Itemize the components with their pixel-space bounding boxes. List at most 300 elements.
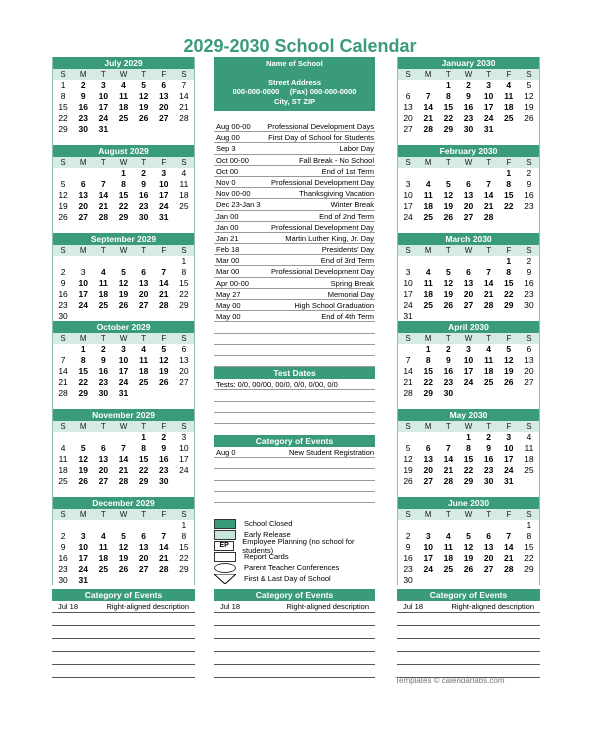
day-cell: 14 <box>403 366 413 376</box>
day-cell: 21 <box>58 377 68 387</box>
day-cell: 9 <box>60 542 66 552</box>
day-cell: 7 <box>100 179 106 189</box>
day-cell: 20 <box>138 553 149 563</box>
weekday-label: F <box>506 246 512 255</box>
weekday-label: T <box>141 246 147 255</box>
day-cell: 22 <box>504 289 514 299</box>
day-cell: 2 <box>161 432 167 442</box>
school-info-box <box>214 57 375 111</box>
blank-line <box>214 356 375 367</box>
event-title: High School Graduation <box>294 301 374 310</box>
day-cell: 7 <box>161 531 167 541</box>
day-cell: 25 <box>524 465 534 475</box>
month-december-2029 <box>52 497 195 585</box>
day-cell: 29 <box>524 564 534 574</box>
day-cell: 18 <box>58 465 68 475</box>
day-cell: 30 <box>524 300 534 310</box>
day-cell: 4 <box>121 80 126 90</box>
day-cell: 27 <box>78 212 88 222</box>
weekday-label: S <box>60 510 66 519</box>
day-cell: 16 <box>463 102 474 112</box>
weekday-label: M <box>424 422 432 431</box>
category-date: Jul 18 <box>403 602 424 611</box>
weekday-header <box>53 69 194 80</box>
empty-cell <box>499 520 519 531</box>
month-title: December 2029 <box>53 497 194 509</box>
empty-cell <box>479 520 499 531</box>
weekday-header <box>398 157 539 168</box>
day-cell: 5 <box>80 443 86 453</box>
weekday-label: T <box>100 510 106 519</box>
school-street: Street Address <box>267 77 322 87</box>
empty-cell <box>418 432 438 443</box>
day-cell: 21 <box>179 102 189 112</box>
day-cell: 22 <box>138 465 149 475</box>
day-cell: 23 <box>138 201 149 211</box>
day-cell: 4 <box>141 344 146 354</box>
day-cell: 13 <box>403 102 413 112</box>
day-cell: 8 <box>506 179 512 189</box>
legend-swatch-icon <box>214 563 236 573</box>
weekday-label: F <box>161 334 167 343</box>
day-cell: 5 <box>121 267 126 277</box>
weekday-label: W <box>464 158 473 167</box>
month-title: August 2029 <box>53 145 194 157</box>
event-row <box>214 121 375 132</box>
day-cell: 14 <box>159 278 169 288</box>
event-date: Aug 00 <box>216 133 240 143</box>
weekday-label: F <box>506 158 512 167</box>
day-cell: 26 <box>443 300 454 310</box>
day-cell: 2 <box>466 80 471 90</box>
weekday-label: T <box>445 246 451 255</box>
day-cell: 27 <box>138 564 149 574</box>
day-cell: 17 <box>78 553 88 563</box>
day-cell: 1 <box>121 168 126 178</box>
day-cell: 7 <box>121 443 126 453</box>
day-cell: 4 <box>506 80 512 90</box>
weekday-label: T <box>445 334 451 343</box>
empty-cell <box>479 168 499 179</box>
event-row <box>214 289 375 300</box>
day-cell: 22 <box>118 201 129 211</box>
empty-cell <box>398 168 418 179</box>
day-cell: 30 <box>159 476 169 486</box>
day-cell: 14 <box>423 102 433 112</box>
day-cell: 13 <box>423 454 433 464</box>
empty-cell <box>479 256 499 267</box>
day-cell: 24 <box>403 212 413 222</box>
day-cell: 6 <box>80 179 86 189</box>
day-cell: 3 <box>405 179 411 189</box>
day-cell: 4 <box>425 179 431 189</box>
empty-cell <box>93 520 113 531</box>
empty-cell <box>458 520 478 531</box>
day-cell: 16 <box>138 190 149 200</box>
day-cell: 24 <box>98 113 109 123</box>
empty-cell <box>438 432 458 443</box>
month-august-2029 <box>52 145 195 233</box>
day-cell: 21 <box>159 553 169 563</box>
day-cell: 17 <box>403 201 413 211</box>
day-cell: 7 <box>425 91 431 101</box>
weekday-label: S <box>60 422 66 431</box>
day-cell: 24 <box>159 201 169 211</box>
legend-swatch-icon <box>214 519 236 529</box>
bottom-category-left <box>52 589 195 678</box>
day-cell: 9 <box>486 443 491 453</box>
day-cell: 4 <box>526 432 532 442</box>
empty-cell <box>418 520 438 531</box>
weekday-label: S <box>405 246 411 255</box>
day-cell: 3 <box>506 432 512 442</box>
day-grid <box>398 432 539 487</box>
weekday-label: T <box>141 158 147 167</box>
day-cell: 15 <box>58 102 68 112</box>
legend-swatch-icon <box>214 574 236 584</box>
day-cell: 2 <box>141 168 146 178</box>
day-cell: 27 <box>483 564 494 574</box>
day-cell: 18 <box>423 201 433 211</box>
weekday-label: T <box>486 422 492 431</box>
day-cell: 22 <box>504 201 514 211</box>
day-cell: 20 <box>403 113 413 123</box>
school-name: Name of School <box>266 59 323 68</box>
month-title: February 2030 <box>398 145 539 157</box>
day-cell: 6 <box>141 267 146 277</box>
day-cell: 1 <box>506 256 512 266</box>
day-cell: 20 <box>463 289 474 299</box>
day-cell: 5 <box>466 531 471 541</box>
weekday-label: W <box>464 510 473 519</box>
day-cell: 25 <box>443 564 454 574</box>
day-cell: 17 <box>98 102 109 112</box>
day-cell: 4 <box>425 267 431 277</box>
day-cell: 23 <box>483 465 494 475</box>
weekday-header <box>53 333 194 344</box>
day-grid <box>398 168 539 223</box>
weekday-label: M <box>79 246 87 255</box>
day-cell: 27 <box>524 377 534 387</box>
weekday-label: F <box>506 334 512 343</box>
day-cell: 14 <box>443 454 454 464</box>
event-row <box>214 166 375 177</box>
test-dates-text: Tests: 0/0, 00/00, 00/0, 0/0, 0/00, 0/0 <box>216 380 338 390</box>
school-phone: 000-000-0000 (Fax) 000-000-0000 <box>232 87 357 96</box>
weekday-label: T <box>100 334 106 343</box>
day-cell: 13 <box>463 278 474 288</box>
day-cell: 16 <box>98 366 109 376</box>
day-cell: 19 <box>504 366 514 376</box>
day-cell: 1 <box>425 344 431 354</box>
middle-column <box>214 57 375 584</box>
empty-cell <box>53 432 73 443</box>
weekday-header <box>53 421 194 432</box>
blank-line <box>397 639 540 652</box>
empty-cell <box>113 256 133 267</box>
day-cell: 18 <box>423 289 433 299</box>
day-cell: 18 <box>443 553 454 563</box>
empty-cell <box>418 168 438 179</box>
day-cell: 10 <box>483 91 494 101</box>
day-cell: 8 <box>80 355 86 365</box>
empty-cell <box>154 520 174 531</box>
day-cell: 12 <box>443 190 454 200</box>
empty-cell <box>438 168 458 179</box>
weekday-label: T <box>141 510 147 519</box>
day-cell: 6 <box>405 91 411 101</box>
day-cell: 3 <box>80 267 86 277</box>
blank-line <box>52 626 195 639</box>
day-cell: 30 <box>98 388 109 398</box>
day-cell: 11 <box>504 91 514 101</box>
month-october-2029 <box>52 321 195 409</box>
day-cell: 23 <box>58 564 68 574</box>
day-cell: 17 <box>179 454 189 464</box>
day-cell: 7 <box>60 355 66 365</box>
weekday-label: W <box>119 510 128 519</box>
day-cell: 2 <box>60 267 66 277</box>
day-cell: 12 <box>118 542 129 552</box>
day-cell: 23 <box>524 201 534 211</box>
month-title: July 2029 <box>53 57 194 69</box>
day-cell: 2 <box>100 344 106 354</box>
weekday-header <box>53 509 194 520</box>
weekday-label: S <box>526 510 532 519</box>
day-cell: 30 <box>443 388 454 398</box>
blank-line <box>214 469 375 480</box>
empty-cell <box>53 520 73 531</box>
category-desc: Right-aligned description <box>451 602 534 611</box>
day-cell: 5 <box>506 344 512 354</box>
day-grid <box>53 520 194 586</box>
day-cell: 19 <box>403 465 413 475</box>
day-cell: 9 <box>60 278 66 288</box>
day-grid <box>398 256 539 322</box>
legend-item <box>214 536 375 555</box>
day-cell: 2 <box>526 168 532 178</box>
day-cell: 1 <box>526 520 532 530</box>
category-row <box>397 601 540 613</box>
day-cell: 21 <box>483 289 494 299</box>
day-cell: 27 <box>423 476 433 486</box>
day-cell: 9 <box>526 179 532 189</box>
empty-cell <box>113 520 133 531</box>
day-cell: 9 <box>405 542 411 552</box>
day-grid <box>53 168 194 223</box>
day-cell: 13 <box>98 454 109 464</box>
day-cell: 30 <box>58 311 68 321</box>
day-cell: 4 <box>181 168 187 178</box>
weekday-label: M <box>79 70 87 79</box>
event-row <box>214 278 375 289</box>
day-cell: 13 <box>179 355 189 365</box>
day-cell: 26 <box>504 377 514 387</box>
day-cell: 17 <box>463 366 474 376</box>
day-cell: 30 <box>483 476 494 486</box>
day-cell: 28 <box>504 564 514 574</box>
event-date: Sep 3 <box>216 144 236 154</box>
day-cell: 24 <box>423 564 433 574</box>
day-cell: 17 <box>78 289 88 299</box>
day-cell: 2 <box>486 432 491 442</box>
legend-label: Report Cards <box>244 552 289 562</box>
day-cell: 11 <box>484 355 494 365</box>
day-cell: 12 <box>504 355 514 365</box>
month-title: October 2029 <box>53 321 194 333</box>
day-cell: 19 <box>78 465 88 475</box>
day-cell: 22 <box>463 465 474 475</box>
event-row <box>214 132 375 143</box>
day-cell: 5 <box>445 179 451 189</box>
event-row <box>214 222 375 233</box>
weekday-label: S <box>60 158 66 167</box>
day-cell: 25 <box>98 300 109 310</box>
day-cell: 6 <box>141 531 146 541</box>
legend <box>214 518 375 584</box>
event-date: Oct 00 <box>216 166 239 176</box>
day-cell: 21 <box>423 113 433 123</box>
day-cell: 29 <box>78 388 88 398</box>
day-cell: 8 <box>425 355 431 365</box>
weekday-label: S <box>405 422 411 431</box>
weekday-label: F <box>161 158 167 167</box>
day-cell: 5 <box>405 443 411 453</box>
day-cell: 11 <box>58 454 68 464</box>
day-cell: 29 <box>179 300 189 310</box>
day-cell: 5 <box>60 179 66 189</box>
day-cell: 11 <box>118 91 128 101</box>
day-cell: 27 <box>179 377 189 387</box>
day-cell: 18 <box>483 366 494 376</box>
day-cell: 21 <box>483 201 494 211</box>
day-cell: 31 <box>78 575 88 585</box>
day-cell: 13 <box>138 542 149 552</box>
day-cell: 30 <box>58 575 68 585</box>
event-date: Jan 00 <box>216 211 239 221</box>
category-date: Aug 0 <box>216 448 236 458</box>
day-cell: 25 <box>138 377 149 387</box>
event-title: Fall Break - No School <box>298 155 374 165</box>
day-cell: 9 <box>100 355 106 365</box>
day-cell: 31 <box>403 311 413 321</box>
day-cell: 7 <box>486 267 491 277</box>
weekday-label: S <box>181 70 187 79</box>
day-cell: 15 <box>138 454 149 464</box>
day-cell: 20 <box>98 465 109 475</box>
day-cell: 10 <box>403 278 413 288</box>
day-cell: 13 <box>524 355 534 365</box>
day-cell: 30 <box>463 124 474 134</box>
weekday-label: W <box>464 334 473 343</box>
legend-swatch-icon <box>214 530 236 540</box>
day-cell: 11 <box>443 542 453 552</box>
day-cell: 3 <box>486 80 491 90</box>
month-title: September 2029 <box>53 233 194 245</box>
day-cell: 10 <box>78 542 88 552</box>
event-row <box>214 188 375 199</box>
day-cell: 15 <box>443 102 454 112</box>
day-cell: 26 <box>159 377 169 387</box>
blank-line <box>214 402 375 413</box>
day-cell: 15 <box>423 366 433 376</box>
day-grid <box>398 80 539 135</box>
day-cell: 4 <box>60 443 66 453</box>
day-cell: 3 <box>121 344 126 354</box>
day-cell: 20 <box>138 289 149 299</box>
blank-line <box>52 652 195 665</box>
day-cell: 7 <box>445 443 451 453</box>
legend-item <box>214 518 375 529</box>
weekday-label: T <box>486 246 492 255</box>
day-cell: 17 <box>423 553 433 563</box>
day-cell: 28 <box>58 388 68 398</box>
day-cell: 9 <box>526 267 532 277</box>
day-cell: 31 <box>118 388 129 398</box>
weekday-label: M <box>79 158 87 167</box>
weekday-label: T <box>486 334 492 343</box>
day-cell: 12 <box>463 542 474 552</box>
day-cell: 2 <box>526 256 532 266</box>
day-cell: 21 <box>98 201 109 211</box>
weekday-label: W <box>119 246 128 255</box>
day-cell: 23 <box>443 377 454 387</box>
day-cell: 4 <box>100 267 106 277</box>
blank-line <box>214 424 375 435</box>
day-cell: 24 <box>504 465 514 475</box>
day-cell: 3 <box>161 168 167 178</box>
event-date: May 27 <box>216 289 241 299</box>
day-cell: 9 <box>445 355 451 365</box>
event-row <box>214 255 375 266</box>
day-cell: 12 <box>443 278 454 288</box>
event-date: May 00 <box>216 301 241 310</box>
weekday-label: W <box>119 334 128 343</box>
footer-credit[interactable]: Templates © calendarlabs.com <box>395 676 505 685</box>
legend-label: Parent Teacher Conferences <box>244 563 340 573</box>
weekday-label: F <box>506 510 512 519</box>
blank-line <box>214 665 375 678</box>
day-cell: 25 <box>423 212 433 222</box>
day-cell: 14 <box>98 190 109 200</box>
event-row <box>214 143 375 154</box>
weekday-label: M <box>79 422 87 431</box>
day-cell: 20 <box>463 201 474 211</box>
day-cell: 20 <box>159 102 169 112</box>
event-title: Spring Break <box>330 278 374 288</box>
event-date: Dec 23-Jan 3 <box>216 200 261 210</box>
day-cell: 16 <box>78 102 88 112</box>
empty-cell <box>398 344 418 355</box>
day-cell: 21 <box>403 377 413 387</box>
day-cell: 1 <box>80 344 86 354</box>
month-title: May 2030 <box>398 409 539 421</box>
day-cell: 5 <box>121 531 126 541</box>
weekday-header <box>53 157 194 168</box>
day-cell: 18 <box>504 102 514 112</box>
event-title: Professional Development Day <box>271 267 374 277</box>
blank-line <box>214 334 375 345</box>
day-cell: 29 <box>179 564 189 574</box>
empty-cell <box>134 256 154 267</box>
day-cell: 4 <box>445 531 451 541</box>
weekday-label: T <box>141 70 147 79</box>
event-row <box>214 311 375 322</box>
event-date: Oct 00-00 <box>216 155 249 165</box>
day-cell: 13 <box>78 190 88 200</box>
month-september-2029 <box>52 233 195 321</box>
legend-swatch-icon: EP <box>214 541 234 551</box>
